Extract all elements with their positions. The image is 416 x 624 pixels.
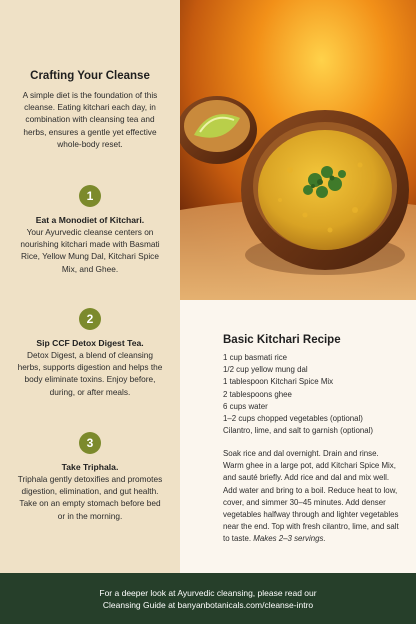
footer-line-1: For a deeper look at Ayurvedic cleansing, please read our: [99, 587, 317, 598]
step-body: Detox Digest, a blend of cleansing herbs, supports digestion and helps the body eliminate toxins. Enjoy before, during, or after meals.: [17, 350, 163, 397]
step-title: Take Triphala.: [61, 462, 119, 472]
ingredient-item: 6 cups water: [223, 401, 268, 411]
step-title: Eat a Monodiet of Kitchari.: [35, 215, 145, 225]
step-number-badge: 2: [79, 308, 101, 330]
step-body: Triphala gently detoxifies and promotes digestion, elimination, and gut health. Take on an empty stomach before bed or in the morning.: [17, 474, 163, 521]
step-number-badge: 1: [79, 185, 101, 207]
ingredient-item: 2 tablespoons ghee: [223, 389, 292, 399]
kitchari-bowl-photo: [180, 0, 416, 300]
step-3: [0, 432, 180, 522]
ingredient-item: Cilantro, lime, and salt to garnish (optional): [223, 426, 373, 436]
step-title: Sip CCF Detox Digest Tea.: [36, 338, 144, 348]
recipe-method: [223, 448, 399, 546]
ingredient-item: 1 cup basmati rice: [223, 353, 288, 362]
ingredient-item: 1 tablespoon Kitchari Spice Mix: [223, 377, 334, 387]
footer: [0, 573, 416, 624]
step-number-badge: 3: [79, 432, 101, 454]
footer-line-2: Cleansing Guide at banyanbotanicals.com/cleanse-intro: [102, 599, 314, 610]
step-1: [0, 185, 180, 275]
ingredient-item: 1/2 cup yellow mung dal: [223, 365, 308, 375]
step-2: [0, 308, 180, 398]
step-body: Your Ayurvedic cleanse centers on nourishing kitchari made with Basmati Rice, Yellow Mung Dal, Kitchari Spice Mix, and Ghee.: [20, 227, 160, 274]
method-text: Soak rice and dal overnight. Drain and rinse. Warm ghee in a large pot, add Kitchari Spice Mix, and sauté briefly. Add rice and dal and mix well. Add water and bring to a boil. Reduce heat to low, cover, and simmer 30–45 minutes. Add denser vegetables halfway through and lighter vegetables near the end. Top with fresh cilantro, lime, and salt to taste.: [223, 449, 399, 544]
intro-body: A simple diet is the foundation of this cleanse. Eating kitchari each day, in combination with cleansing tea and herbs, ensures a gentle yet effective whole-body reset.: [22, 90, 158, 149]
ingredient-list: [223, 352, 373, 437]
servings-text: Makes 2–3 servings.: [253, 534, 326, 544]
ingredient-item: 1–2 cups chopped vegetables (optional): [223, 414, 363, 424]
photo-illustration: [180, 0, 416, 300]
intro-title: Crafting Your Cleanse: [30, 70, 150, 82]
recipe-title: Basic Kitchari Recipe: [223, 334, 341, 346]
